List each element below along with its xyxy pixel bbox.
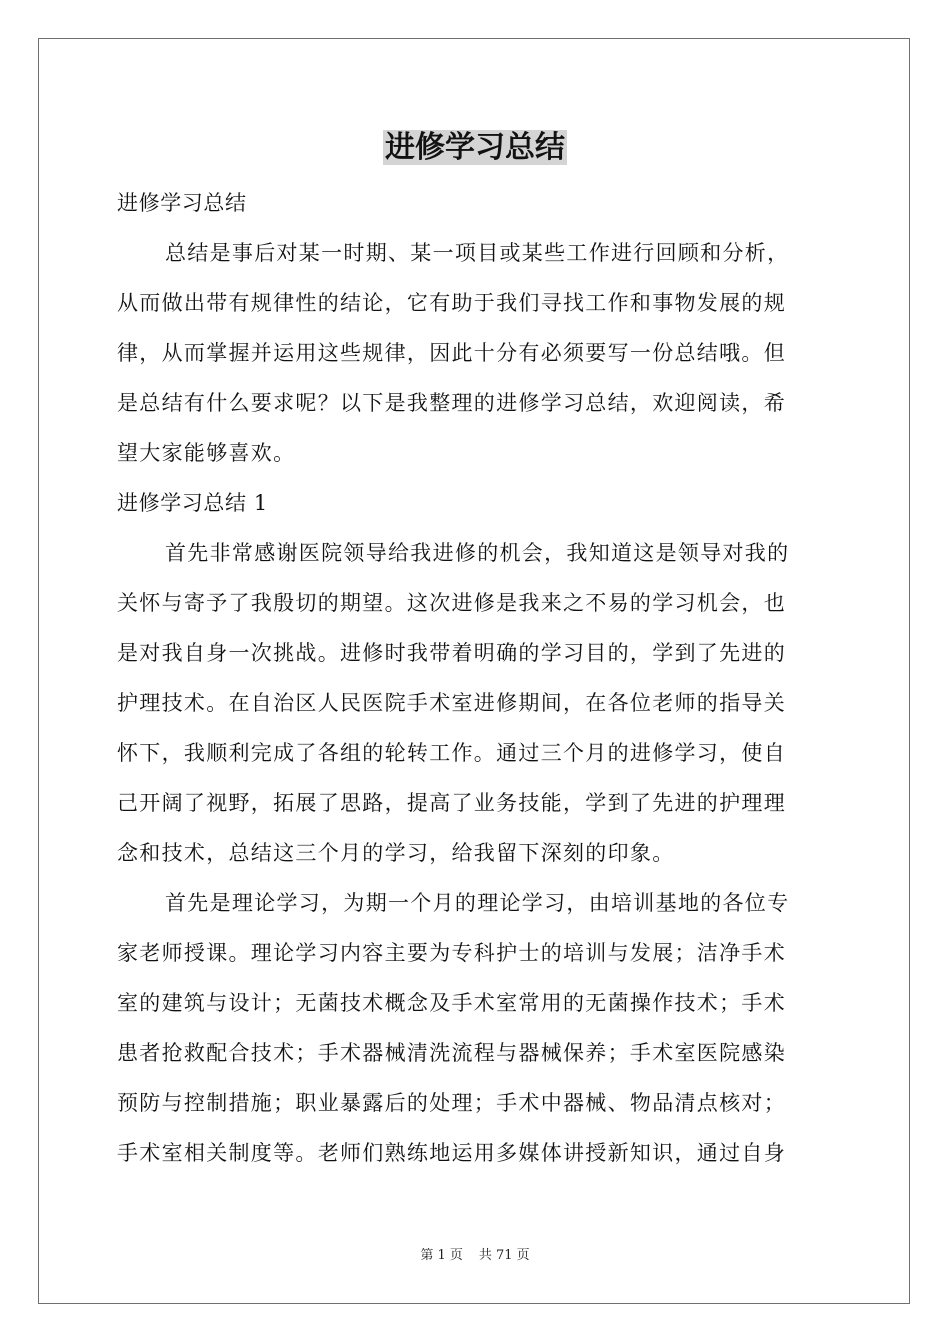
paragraph-line: 总结是事后对某一时期、某一项目或某些工作进行回顾和分析， — [165, 241, 790, 265]
paragraph-line: 从而做出带有规律性的结论，它有助于我们寻找工作和事物发展的规 — [117, 291, 786, 315]
page-footer — [0, 1246, 950, 1266]
page-number: 第 1 页 — [420, 1248, 463, 1263]
paragraph-line: 是总结有什么要求呢？以下是我整理的进修学习总结，欢迎阅读，希 — [117, 391, 786, 415]
paragraph-line: 己开阔了视野，拓展了思路，提高了业务技能，学到了先进的护理理 — [117, 791, 786, 815]
section-heading: 进修学习总结 — [117, 191, 247, 215]
document-title — [0, 126, 950, 170]
paragraph-line: 望大家能够喜欢。 — [117, 441, 296, 465]
document-body — [117, 178, 835, 1178]
paragraph-line: 手术室相关制度等。老师们熟练地运用多媒体讲授新知识，通过自身 — [117, 1141, 786, 1165]
paragraph-line: 律，从而掌握并运用这些规律，因此十分有必须要写一份总结哦。但 — [117, 341, 786, 365]
paragraph-line: 首先非常感谢医院领导给我进修的机会，我知道这是领导对我的 — [165, 541, 790, 565]
paragraph-line: 首先是理论学习，为期一个月的理论学习，由培训基地的各位专 — [165, 891, 790, 915]
paragraph-line: 关怀与寄予了我殷切的期望。这次进修是我来之不易的学习机会，也 — [117, 591, 786, 615]
page-total: 共 71 页 — [478, 1248, 530, 1263]
paragraph-line: 是对我自身一次挑战。进修时我带着明确的学习目的，学到了先进的 — [117, 641, 786, 665]
paragraph-line: 室的建筑与设计；无菌技术概念及手术室常用的无菌操作技术；手术 — [117, 991, 786, 1015]
paragraph-line: 患者抢救配合技术；手术器械清洗流程与器械保养；手术室医院感染 — [117, 1041, 786, 1065]
document-title-text: 进修学习总结 — [385, 130, 565, 165]
paragraph-line: 念和技术，总结这三个月的学习，给我留下深刻的印象。 — [117, 841, 675, 865]
paragraph-line: 怀下，我顺利完成了各组的轮转工作。通过三个月的进修学习，使自 — [117, 741, 786, 765]
paragraph-line: 护理技术。在自治区人民医院手术室进修期间，在各位老师的指导关 — [117, 691, 786, 715]
section-heading: 进修学习总结 1 — [117, 491, 268, 515]
paragraph-line: 家老师授课。理论学习内容主要为专科护士的培训与发展；洁净手术 — [117, 941, 786, 965]
paragraph-line: 预防与控制措施；职业暴露后的处理；手术中器械、物品清点核对； — [117, 1091, 786, 1115]
